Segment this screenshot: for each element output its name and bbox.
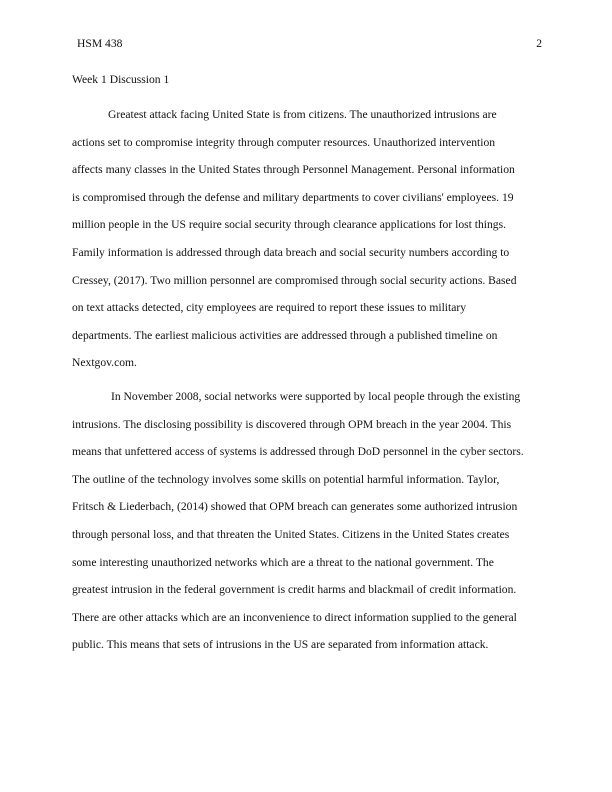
paragraph-line: Fritsch & Liederbach, (2014) showed that OPM breach can generates some authorized intrusion	[72, 500, 518, 514]
paragraph-1	[72, 101, 544, 377]
document-title: Week 1 Discussion 1	[72, 73, 170, 86]
paragraph-line: is compromised through the defense and military departments to cover civilians' employees. 19	[72, 190, 514, 204]
paragraph-line: The outline of the technology involves some skills on potential harmful information. Taylor,	[72, 472, 500, 486]
paragraph-line: public. This means that sets of intrusions in the US are separated from information attack.	[72, 638, 489, 652]
paragraph-line: on text attacks detected, city employees are required to report these issues to military	[72, 301, 467, 315]
paragraph-2	[72, 383, 544, 659]
paragraph-line: Greatest attack facing United State is from citizens. The unauthorized intrusions are	[108, 108, 497, 121]
paragraph-line: million people in the US require social security through clearance applications for lost things.	[72, 218, 507, 232]
running-header-course: HSM 438	[77, 37, 123, 50]
paragraph-line: There are other attacks which are an inconvenience to direct information supplied to the general	[72, 610, 517, 624]
paragraph-line: Family information is addressed through data breach and social security numbers according to	[72, 245, 510, 259]
paragraph-line: departments. The earliest malicious activities are addressed through a published timeline on	[72, 328, 498, 342]
paragraph-line: some interesting unauthorized networks which are a threat to the national government. The	[72, 555, 494, 569]
page-number: 2	[536, 37, 542, 50]
paragraph-line: means that unfettered access of systems is addressed through DoD personnel in the cyber sectors.	[72, 445, 524, 459]
paragraph-line: through personal loss, and that threaten the United States. Citizens in the United States creates	[72, 527, 510, 541]
paragraph-line: intrusions. The disclosing possibility is discovered through OPM breach in the year 2004. This	[72, 417, 512, 431]
paragraph-line: In November 2008, social networks were supported by local people through the existing	[111, 390, 521, 403]
paragraph-line: actions set to compromise integrity through computer resources. Unauthorized intervention	[72, 135, 496, 149]
paragraph-line: Nextgov.com.	[72, 356, 137, 370]
paragraph-line: affects many classes in the United States through Personnel Management. Personal information	[72, 163, 515, 177]
paragraph-line: Cressey, (2017). Two million personnel are compromised through social security actions. Based	[72, 273, 517, 287]
paragraph-line: greatest intrusion in the federal government is credit harms and blackmail of credit information.	[72, 583, 517, 597]
